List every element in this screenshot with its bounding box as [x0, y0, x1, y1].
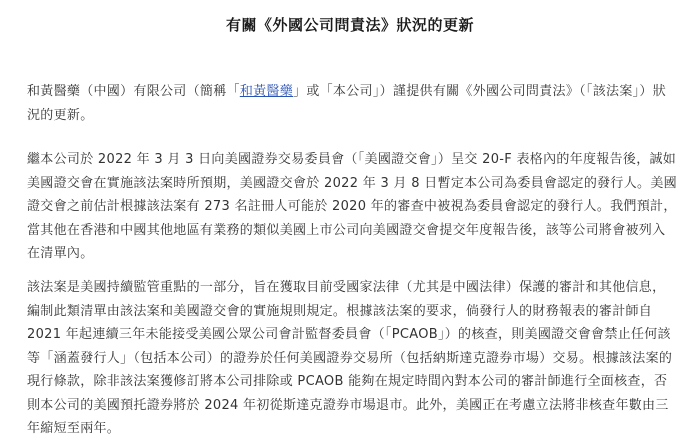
- intro-text-after-link: 」或「本公司」）謹提供有關《外國公司問責法》（「該法案」）狀況的更新。: [27, 84, 667, 123]
- act-requirements-paragraph: 該法案是美國持續監管重點的一部分，旨在獲取目前受國家法律（尤其是中國法律）保護的審計和其他信息，編制此類清單由該法案和美國證交會的實施規則規定。根據該法案的要求，倘發行人的財務報表的審計師自 2021 年起連續三年未能接受美國公眾公司會計監督委員會（「PCAOB」）的核查，則美國證交會會禁止任何該等「涵蓋發行人」（包括本公司）的證券於任何美國證券交易所（包括納斯達克證券市場）交易。根據該法案的現行條款，除非該法案獲修訂將本公司排除或 PCAOB 能夠在規定時間內對本公司的審計師進行全面核查，否則本公司的美國預托證券將於 2024 年初從斯達克證券市場退市。此外，美國正在考慮立法將非核查年數由三年縮短至兩年。: [27, 280, 673, 436]
- company-name-link[interactable]: 和黃醫藥: [239, 84, 294, 99]
- sec-filing-paragraph: 繼本公司於 2022 年 3 月 3 日向美國證券交易委員會（「美國證交會」）呈交 20-F 表格內的年度報告後，誠如美國證交會在實施該法案時所預期，美國證交會於 2022 年 3 月 8 日暫定本公司為委員會認定的發行人。美國證交會之前估計根據該法案有 273 名註冊人可能於 2020 年的審查中被視為委員會認定的發行人。我們預計，當其他在香港和中國其他地區有業務的類似美國上市公司向美國證交會提交年度報告後，該等公司將會被列入在清單內。: [27, 152, 677, 261]
- intro-text-before-link: 和黃醫藥（中國）有限公司（簡稱「: [27, 84, 240, 99]
- intro-paragraph: [27, 80, 677, 127]
- page-title: 有關《外國公司問責法》狀況的更新: [225, 16, 474, 34]
